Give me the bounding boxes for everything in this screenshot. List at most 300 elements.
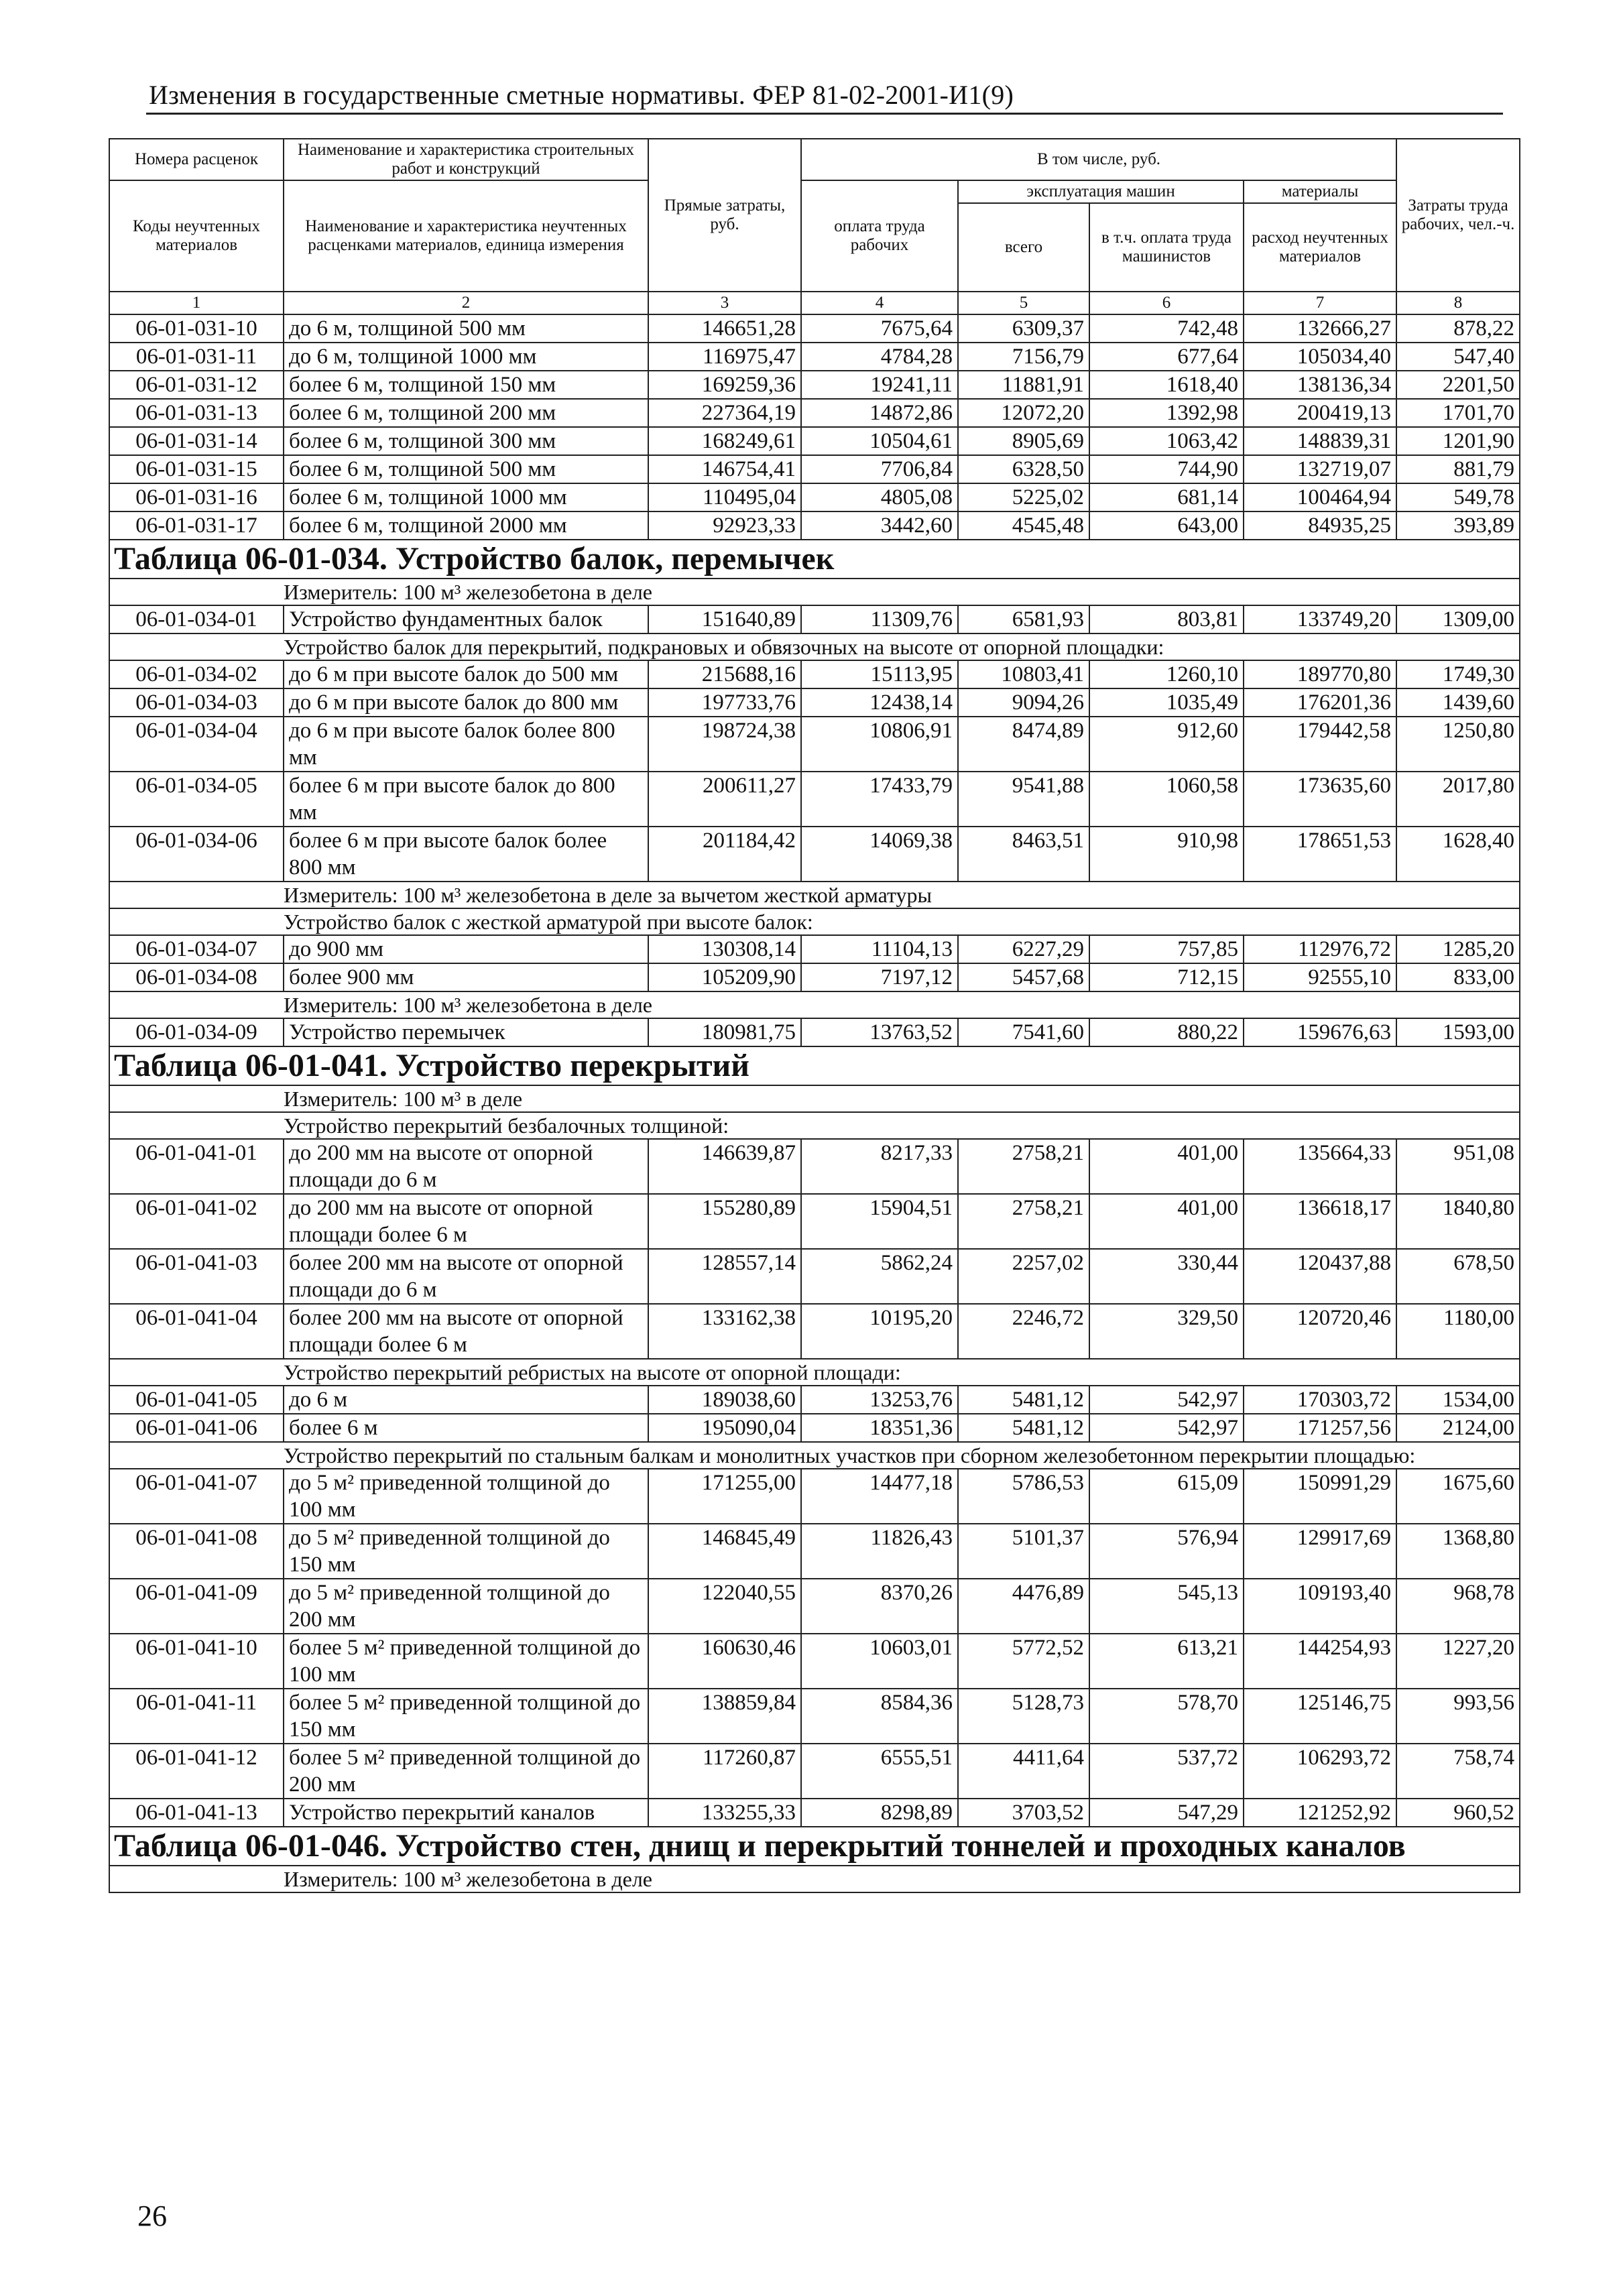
rate-code: 06-01-041-10 [109, 1634, 284, 1689]
direct-costs-value: 128557,14 [648, 1249, 801, 1304]
materials-cost-value: 189770,80 [1244, 660, 1396, 688]
table-row [109, 427, 1520, 455]
machines-total-value: 6309,37 [958, 314, 1089, 343]
measurement-unit: Измеритель: 100 м³ железобетона в деле [284, 991, 1520, 1018]
measurement-unit-row [109, 1085, 1520, 1112]
rate-code: 06-01-034-05 [109, 772, 284, 827]
operator-wages-value: 576,94 [1089, 1524, 1244, 1579]
direct-costs-value: 130308,14 [648, 935, 801, 963]
rate-code: 06-01-031-11 [109, 343, 284, 371]
work-name: более 200 мм на высоте от опорной площади более 6 м [284, 1304, 648, 1359]
norms-table [109, 138, 1520, 1893]
subsection-row [109, 633, 1520, 660]
rate-code: 06-01-041-08 [109, 1524, 284, 1579]
col-machines-total-header: всего [958, 203, 1089, 292]
table-row [109, 717, 1520, 772]
operator-wages-value: 880,22 [1089, 1018, 1244, 1046]
column-number: 6 [1089, 292, 1244, 314]
col-rate-number-header: Номера расценок [109, 139, 284, 180]
subsection-row [109, 908, 1520, 935]
measurement-unit: Измеритель: 100 м³ железобетона в деле [284, 1866, 1520, 1892]
machines-total-value: 6581,93 [958, 605, 1089, 633]
measurement-unit: Измеритель: 100 м³ железобетона в деле за вычетом жесткой арматуры [284, 882, 1520, 908]
col-work-name-header: Наименование и характеристика строительных работ и конструкций [284, 139, 648, 180]
direct-costs-value: 122040,55 [648, 1579, 801, 1634]
col-direct-costs-header: Прямые затраты, руб. [648, 139, 801, 292]
norms-table-body [109, 314, 1520, 1892]
empty-cell [109, 579, 284, 605]
operator-wages-value: 545,13 [1089, 1579, 1244, 1634]
materials-cost-value: 121252,92 [1244, 1799, 1396, 1827]
empty-cell [109, 882, 284, 908]
labor-hours-value: 993,56 [1396, 1689, 1520, 1744]
direct-costs-value: 180981,75 [648, 1018, 801, 1046]
operator-wages-value: 1618,40 [1089, 371, 1244, 399]
machines-total-value: 5101,37 [958, 1524, 1089, 1579]
operator-wages-value: 542,97 [1089, 1414, 1244, 1442]
table-row [109, 1689, 1520, 1744]
machines-total-value: 5481,12 [958, 1414, 1089, 1442]
labor-hours-value: 968,78 [1396, 1579, 1520, 1634]
worker-wages-value: 14477,18 [801, 1469, 958, 1524]
direct-costs-value: 198724,38 [648, 717, 801, 772]
machines-total-value: 4411,64 [958, 1744, 1089, 1799]
work-name: более 6 м, толщиной 500 мм [284, 455, 648, 483]
work-name: более 5 м² приведенной толщиной до 100 мм [284, 1634, 648, 1689]
worker-wages-value: 14069,38 [801, 827, 958, 882]
rate-code: 06-01-031-13 [109, 399, 284, 427]
labor-hours-value: 2017,80 [1396, 772, 1520, 827]
labor-hours-value: 951,08 [1396, 1139, 1520, 1194]
work-name: более 6 м, толщиной 2000 мм [284, 511, 648, 540]
work-name: более 6 м, толщиной 1000 мм [284, 483, 648, 511]
labor-hours-value: 960,52 [1396, 1799, 1520, 1827]
materials-cost-value: 105034,40 [1244, 343, 1396, 371]
work-name: до 5 м² приведенной толщиной до 200 мм [284, 1579, 648, 1634]
machines-total-value: 9094,26 [958, 688, 1089, 717]
direct-costs-value: 215688,16 [648, 660, 801, 688]
labor-hours-value: 1201,90 [1396, 427, 1520, 455]
table-row [109, 1744, 1520, 1799]
table-row [109, 1799, 1520, 1827]
table-row [109, 343, 1520, 371]
direct-costs-value: 116975,47 [648, 343, 801, 371]
rate-code: 06-01-041-01 [109, 1139, 284, 1194]
worker-wages-value: 11104,13 [801, 935, 958, 963]
table-title-row [109, 540, 1520, 579]
machines-total-value: 6227,29 [958, 935, 1089, 963]
direct-costs-value: 146845,49 [648, 1524, 801, 1579]
column-number: 2 [284, 292, 648, 314]
work-name: более 900 мм [284, 963, 648, 991]
worker-wages-value: 11826,43 [801, 1524, 958, 1579]
labor-hours-value: 881,79 [1396, 455, 1520, 483]
direct-costs-value: 171255,00 [648, 1469, 801, 1524]
table-row [109, 660, 1520, 688]
materials-cost-value: 109193,40 [1244, 1579, 1396, 1634]
worker-wages-value: 8298,89 [801, 1799, 958, 1827]
rate-code: 06-01-034-08 [109, 963, 284, 991]
labor-hours-value: 1368,80 [1396, 1524, 1520, 1579]
operator-wages-value: 1035,49 [1089, 688, 1244, 717]
materials-cost-value: 112976,72 [1244, 935, 1396, 963]
rate-code: 06-01-041-02 [109, 1194, 284, 1249]
rate-code: 06-01-041-09 [109, 1579, 284, 1634]
table-title: Таблица 06-01-046. Устройство стен, днищ и перекрытий тоннелей и проходных каналов [109, 1827, 1520, 1866]
labor-hours-value: 1593,00 [1396, 1018, 1520, 1046]
worker-wages-value: 18351,36 [801, 1414, 958, 1442]
rate-code: 06-01-031-16 [109, 483, 284, 511]
machines-total-value: 12072,20 [958, 399, 1089, 427]
table-row [109, 935, 1520, 963]
machines-total-value: 8905,69 [958, 427, 1089, 455]
work-name: более 6 м при высоте балок до 800 мм [284, 772, 648, 827]
operator-wages-value: 537,72 [1089, 1744, 1244, 1799]
labor-hours-value: 547,40 [1396, 343, 1520, 371]
machines-total-value: 5225,02 [958, 483, 1089, 511]
labor-hours-value: 549,78 [1396, 483, 1520, 511]
work-name: Устройство фундаментных балок [284, 605, 648, 633]
page-number: 26 [137, 2199, 167, 2232]
rate-code: 06-01-031-10 [109, 314, 284, 343]
operator-wages-value: 681,14 [1089, 483, 1244, 511]
worker-wages-value: 7706,84 [801, 455, 958, 483]
operator-wages-value: 1063,42 [1089, 427, 1244, 455]
rate-code: 06-01-041-13 [109, 1799, 284, 1827]
measurement-unit-row [109, 1866, 1520, 1892]
operator-wages-value: 912,60 [1089, 717, 1244, 772]
work-name: более 6 м [284, 1414, 648, 1442]
empty-cell [109, 1085, 284, 1112]
empty-cell [109, 1359, 284, 1386]
operator-wages-value: 643,00 [1089, 511, 1244, 540]
machines-total-value: 4545,48 [958, 511, 1089, 540]
machines-total-value: 5786,53 [958, 1469, 1089, 1524]
empty-cell [109, 908, 284, 935]
table-title: Таблица 06-01-034. Устройство балок, перемычек [109, 540, 1520, 579]
subsection-title: Устройство перекрытий ребристых на высоте от опорной площади: [284, 1359, 1520, 1386]
materials-cost-value: 178651,53 [1244, 827, 1396, 882]
table-row [109, 1304, 1520, 1359]
work-name: до 6 м при высоте балок до 500 мм [284, 660, 648, 688]
col-material-name-header: Наименование и характеристика неучтенных расценками материалов, единица измерения [284, 180, 648, 292]
operator-wages-value: 578,70 [1089, 1689, 1244, 1744]
column-number: 5 [958, 292, 1089, 314]
table-row [109, 1139, 1520, 1194]
worker-wages-value: 12438,14 [801, 688, 958, 717]
direct-costs-value: 160630,46 [648, 1634, 801, 1689]
table-row [109, 314, 1520, 343]
machines-total-value: 5128,73 [958, 1689, 1089, 1744]
operator-wages-value: 330,44 [1089, 1249, 1244, 1304]
table-row [109, 963, 1520, 991]
work-name: более 200 мм на высоте от опорной площади до 6 м [284, 1249, 648, 1304]
rate-code: 06-01-034-04 [109, 717, 284, 772]
direct-costs-value: 133255,33 [648, 1799, 801, 1827]
labor-hours-value: 678,50 [1396, 1249, 1520, 1304]
work-name: до 200 мм на высоте от опорной площади до 6 м [284, 1139, 648, 1194]
operator-wages-value: 401,00 [1089, 1194, 1244, 1249]
col-wages-header: оплата труда рабочих [801, 180, 958, 292]
operator-wages-value: 677,64 [1089, 343, 1244, 371]
table-row [109, 399, 1520, 427]
materials-cost-value: 171257,56 [1244, 1414, 1396, 1442]
table-row [109, 1386, 1520, 1414]
rate-code: 06-01-034-02 [109, 660, 284, 688]
work-name: до 6 м [284, 1386, 648, 1414]
operator-wages-value: 910,98 [1089, 827, 1244, 882]
work-name: более 5 м² приведенной толщиной до 200 мм [284, 1744, 648, 1799]
labor-hours-value: 1749,30 [1396, 660, 1520, 688]
rate-code: 06-01-041-04 [109, 1304, 284, 1359]
table-row [109, 605, 1520, 633]
worker-wages-value: 10504,61 [801, 427, 958, 455]
rate-code: 06-01-034-01 [109, 605, 284, 633]
operator-wages-value: 742,48 [1089, 314, 1244, 343]
direct-costs-value: 227364,19 [648, 399, 801, 427]
subsection-title: Устройство балок с жесткой арматурой при высоте балок: [284, 908, 1520, 935]
materials-cost-value: 179442,58 [1244, 717, 1396, 772]
labor-hours-value: 1439,60 [1396, 688, 1520, 717]
operator-wages-value: 744,90 [1089, 455, 1244, 483]
subsection-row [109, 1442, 1520, 1469]
measurement-unit: Измеритель: 100 м³ железобетона в деле [284, 579, 1520, 605]
labor-hours-value: 1285,20 [1396, 935, 1520, 963]
worker-wages-value: 11309,76 [801, 605, 958, 633]
col-material-usage-header: расход неучтенных материалов [1244, 203, 1396, 292]
subsection-title: Устройство перекрытий безбалочных толщиной: [284, 1112, 1520, 1139]
col-group-header: В том числе, руб. [801, 139, 1396, 180]
operator-wages-value: 803,81 [1089, 605, 1244, 633]
rate-code: 06-01-041-03 [109, 1249, 284, 1304]
materials-cost-value: 136618,17 [1244, 1194, 1396, 1249]
worker-wages-value: 8217,33 [801, 1139, 958, 1194]
work-name: до 6 м при высоте балок более 800 мм [284, 717, 648, 772]
rate-code: 06-01-034-07 [109, 935, 284, 963]
materials-cost-value: 150991,29 [1244, 1469, 1396, 1524]
machines-total-value: 11881,91 [958, 371, 1089, 399]
column-numbers-row [109, 292, 1520, 314]
worker-wages-value: 7197,12 [801, 963, 958, 991]
table-row [109, 1634, 1520, 1689]
labor-hours-value: 2124,00 [1396, 1414, 1520, 1442]
materials-cost-value: 173635,60 [1244, 772, 1396, 827]
rate-code: 06-01-041-11 [109, 1689, 284, 1744]
labor-hours-value: 393,89 [1396, 511, 1520, 540]
materials-cost-value: 129917,69 [1244, 1524, 1396, 1579]
work-name: до 5 м² приведенной толщиной до 150 мм [284, 1524, 648, 1579]
labor-hours-value: 1701,70 [1396, 399, 1520, 427]
column-number: 1 [109, 292, 284, 314]
machines-total-value: 8474,89 [958, 717, 1089, 772]
worker-wages-value: 15113,95 [801, 660, 958, 688]
labor-hours-value: 1309,00 [1396, 605, 1520, 633]
materials-cost-value: 144254,93 [1244, 1634, 1396, 1689]
operator-wages-value: 1060,58 [1089, 772, 1244, 827]
direct-costs-value: 110495,04 [648, 483, 801, 511]
table-row [109, 1414, 1520, 1442]
column-number: 8 [1396, 292, 1520, 314]
direct-costs-value: 155280,89 [648, 1194, 801, 1249]
worker-wages-value: 8584,36 [801, 1689, 958, 1744]
subsection-title: Устройство перекрытий по стальным балкам и монолитных участков при сборном железобетонном перекрытии площадью: [284, 1442, 1520, 1469]
worker-wages-value: 3442,60 [801, 511, 958, 540]
measurement-unit-row [109, 991, 1520, 1018]
operator-wages-value: 613,21 [1089, 1634, 1244, 1689]
subsection-title: Устройство балок для перекрытий, подкрановых и обвязочных на высоте от опорной площадки: [284, 633, 1520, 660]
machines-total-value: 5457,68 [958, 963, 1089, 991]
labor-hours-value: 758,74 [1396, 1744, 1520, 1799]
measurement-unit: Измеритель: 100 м³ в деле [284, 1085, 1520, 1112]
direct-costs-value: 138859,84 [648, 1689, 801, 1744]
table-row [109, 483, 1520, 511]
work-name: Устройство перекрытий каналов [284, 1799, 648, 1827]
labor-hours-value: 1534,00 [1396, 1386, 1520, 1414]
worker-wages-value: 6555,51 [801, 1744, 958, 1799]
worker-wages-value: 10806,91 [801, 717, 958, 772]
machines-total-value: 2758,21 [958, 1194, 1089, 1249]
materials-cost-value: 125146,75 [1244, 1689, 1396, 1744]
machines-total-value: 8463,51 [958, 827, 1089, 882]
labor-hours-value: 833,00 [1396, 963, 1520, 991]
direct-costs-value: 146639,87 [648, 1139, 801, 1194]
subsection-row [109, 1112, 1520, 1139]
rate-code: 06-01-041-12 [109, 1744, 284, 1799]
machines-total-value: 9541,88 [958, 772, 1089, 827]
operator-wages-value: 712,15 [1089, 963, 1244, 991]
materials-cost-value: 200419,13 [1244, 399, 1396, 427]
operator-wages-value: 1392,98 [1089, 399, 1244, 427]
machines-total-value: 6328,50 [958, 455, 1089, 483]
table-row [109, 1579, 1520, 1634]
work-name: до 200 мм на высоте от опорной площади более 6 м [284, 1194, 648, 1249]
labor-hours-value: 1180,00 [1396, 1304, 1520, 1359]
table-title-row [109, 1827, 1520, 1866]
worker-wages-value: 10603,01 [801, 1634, 958, 1689]
column-number: 3 [648, 292, 801, 314]
column-number: 7 [1244, 292, 1396, 314]
materials-cost-value: 84935,25 [1244, 511, 1396, 540]
column-number: 4 [801, 292, 958, 314]
empty-cell [109, 633, 284, 660]
direct-costs-value: 105209,90 [648, 963, 801, 991]
labor-hours-value: 1227,20 [1396, 1634, 1520, 1689]
labor-hours-value: 1250,80 [1396, 717, 1520, 772]
table-row [109, 1469, 1520, 1524]
materials-cost-value: 159676,63 [1244, 1018, 1396, 1046]
operator-wages-value: 401,00 [1089, 1139, 1244, 1194]
rate-code: 06-01-034-06 [109, 827, 284, 882]
direct-costs-value: 195090,04 [648, 1414, 801, 1442]
direct-costs-value: 92923,33 [648, 511, 801, 540]
empty-cell [109, 1112, 284, 1139]
col-material-codes-header: Коды неучтенных материалов [109, 180, 284, 292]
rate-code: 06-01-041-07 [109, 1469, 284, 1524]
materials-cost-value: 132666,27 [1244, 314, 1396, 343]
operator-wages-value: 1260,10 [1089, 660, 1244, 688]
direct-costs-value: 117260,87 [648, 1744, 801, 1799]
empty-cell [109, 1442, 284, 1469]
machines-total-value: 2246,72 [958, 1304, 1089, 1359]
materials-cost-value: 133749,20 [1244, 605, 1396, 633]
machines-total-value: 7156,79 [958, 343, 1089, 371]
labor-hours-value: 878,22 [1396, 314, 1520, 343]
direct-costs-value: 201184,42 [648, 827, 801, 882]
table-row [109, 371, 1520, 399]
table-row [109, 827, 1520, 882]
labor-hours-value: 1628,40 [1396, 827, 1520, 882]
empty-cell [109, 991, 284, 1018]
work-name: до 6 м, толщиной 500 мм [284, 314, 648, 343]
machines-total-value: 10803,41 [958, 660, 1089, 688]
work-name: более 6 м при высоте балок более 800 мм [284, 827, 648, 882]
rate-code: 06-01-041-06 [109, 1414, 284, 1442]
labor-hours-value: 1840,80 [1396, 1194, 1520, 1249]
materials-cost-value: 120720,46 [1244, 1304, 1396, 1359]
direct-costs-value: 169259,36 [648, 371, 801, 399]
table-row [109, 455, 1520, 483]
worker-wages-value: 17433,79 [801, 772, 958, 827]
materials-cost-value: 148839,31 [1244, 427, 1396, 455]
rate-code: 06-01-041-05 [109, 1386, 284, 1414]
col-machines-header: эксплуатация машин [958, 180, 1244, 203]
table-row [109, 1524, 1520, 1579]
worker-wages-value: 13253,76 [801, 1386, 958, 1414]
machines-total-value: 4476,89 [958, 1579, 1089, 1634]
direct-costs-value: 200611,27 [648, 772, 801, 827]
materials-cost-value: 92555,10 [1244, 963, 1396, 991]
operator-wages-value: 542,97 [1089, 1386, 1244, 1414]
operator-wages-value: 615,09 [1089, 1469, 1244, 1524]
machines-total-value: 2257,02 [958, 1249, 1089, 1304]
work-name: до 6 м, толщиной 1000 мм [284, 343, 648, 371]
direct-costs-value: 197733,76 [648, 688, 801, 717]
work-name: до 6 м при высоте балок до 800 мм [284, 688, 648, 717]
worker-wages-value: 8370,26 [801, 1579, 958, 1634]
rate-code: 06-01-031-15 [109, 455, 284, 483]
direct-costs-value: 151640,89 [648, 605, 801, 633]
rate-code: 06-01-034-03 [109, 688, 284, 717]
work-name: Устройство перемычек [284, 1018, 648, 1046]
worker-wages-value: 19241,11 [801, 371, 958, 399]
materials-cost-value: 170303,72 [1244, 1386, 1396, 1414]
table-row [109, 772, 1520, 827]
work-name: до 900 мм [284, 935, 648, 963]
empty-cell [109, 1866, 284, 1892]
direct-costs-value: 146651,28 [648, 314, 801, 343]
machines-total-value: 7541,60 [958, 1018, 1089, 1046]
direct-costs-value: 168249,61 [648, 427, 801, 455]
machines-total-value: 2758,21 [958, 1139, 1089, 1194]
worker-wages-value: 10195,20 [801, 1304, 958, 1359]
worker-wages-value: 5862,24 [801, 1249, 958, 1304]
header-rule [146, 113, 1503, 115]
machines-total-value: 5481,12 [958, 1386, 1089, 1414]
machines-total-value: 3703,52 [958, 1799, 1089, 1827]
table-row [109, 688, 1520, 717]
materials-cost-value: 100464,94 [1244, 483, 1396, 511]
measurement-unit-row [109, 579, 1520, 605]
labor-hours-value: 2201,50 [1396, 371, 1520, 399]
table-row [109, 1018, 1520, 1046]
work-name: более 5 м² приведенной толщиной до 150 мм [284, 1689, 648, 1744]
work-name: более 6 м, толщиной 200 мм [284, 399, 648, 427]
rate-code: 06-01-031-12 [109, 371, 284, 399]
table-row [109, 1249, 1520, 1304]
machines-total-value: 5772,52 [958, 1634, 1089, 1689]
table-title: Таблица 06-01-041. Устройство перекрытий [109, 1046, 1520, 1085]
rate-code: 06-01-031-14 [109, 427, 284, 455]
